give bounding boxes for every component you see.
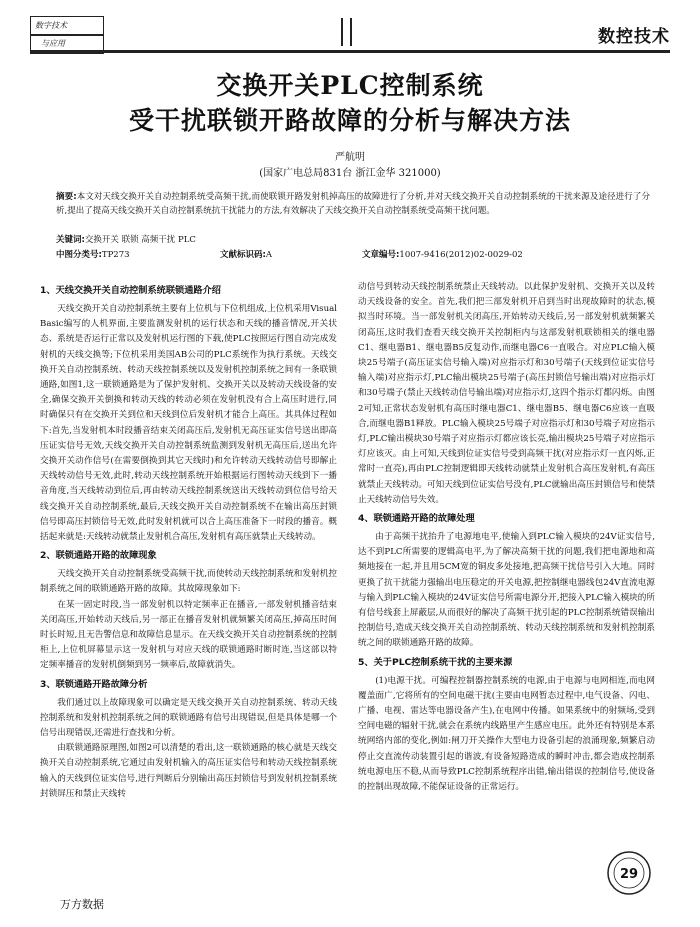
article-title-line2: 受干扰联锁开路故障的分析与解决方法: [128, 106, 571, 135]
paragraph: 由于高频干扰抬升了电源地电平,使输入到PLC输入模块的24V证实信号,达不到PLC所需要的逻辑高电平,为了解决高频干扰的问题,我们把电源地和高频地接在一起,并且用5CM宽的铜皮多处接地,把高频干扰信号引入大地。同时更换了抗干扰能力强输出电压稳定的开关电源,把控制继电器线包24V直流电源与输入到PLC输入模块的24V证实信号所需电源分开,把接入PLC输入模块的所有信号线套上屏蔽层,从而很好的解决了高频干扰引起的PLC控制系统错误输出控制信号,造成天线交换开关自动控制系统、转动天线控制系统和发射机控制系统之间的联锁通路开路的故障。: [358, 532, 655, 649]
keywords-label: 关键词:: [56, 235, 85, 245]
section-title: 数控技术: [598, 27, 670, 47]
abstract-text: 本文对天线交换开关自动控制系统受高频干扰,而使联锁开路发射机掉高压的故障进行了分析,并对天线交换开关自动控制系统的干扰来源及途径进行了分析,提出了提高天线交换开关自动控制系统抗干扰能力的方法,有效解决了天线交换开关自动控制系统受高频干扰问题。: [56, 192, 650, 216]
keywords: [56, 233, 196, 245]
header-decoration: [338, 18, 358, 46]
page-number-badge: [606, 850, 652, 896]
article-title-line1: 交换开关PLC控制系统: [216, 71, 484, 100]
document-code: 文献标识码:A: [220, 250, 273, 260]
paragraph: 由联锁通路原理图,如图2可以清楚的看出,这一联锁通路的核心就是天线交换开关自动控制系统,它通过由发射机输入的高压证实信号和转动天线控制系统输入的天线到位证实信号,进行判断后分别输出高压封锁信号到发射机控制系统封锁屏压和禁止天线转: [40, 743, 337, 799]
logo-line1: 数字技术: [35, 21, 67, 30]
heading-5: 5、关于PLC控制系统干扰的主要来源: [358, 656, 513, 668]
paragraph: 天线交换开关自动控制系统受高频干扰,而使转动天线控制系统和发射机控制系统之间的联锁通路开路的故障。其故障现象如下:: [40, 569, 337, 595]
clc-number: 中图分类号:TP273: [56, 250, 130, 260]
abstract: [56, 190, 650, 218]
paragraph: 天线交换开关自动控制系统主要有上位机与下位机组成,上位机采用Visual Basic编写的人机界面,主要监测发射机的运行状态和天线的播音情况,开关状态、系统是否运行正常以及发射机运行图的下载,使PLC按照运行图自动完成发射机的天线交换等;下位机采用美国AB公司的PLC系统作为执行系统。天线交换开关自动控制系统、转动天线控制系统以及发射机控制系统之间有一条联锁通路,如图1,这一联锁通路是为了保护发射机、交换开关以及转动天线设备的安全,确保交换开关倒换和转动天线的转动必须在发射机没有合上高压时进行,同时确保只有在交换开关到位和天线到位后发射机才能合上高压。其具体过程如下:首先,当发射机本时段播音结束关闭高压后,发射机无高压证实信号送出即高压证实信号无效,天线交换开关自动控制系统监测到发射机无高压后,送出允许交换开关动作信号(在需要倒换到其它天线时)和允许转动天线转动信号即解止天线转动信号无效,此时,转动天线控制系统开始根据运行图转动天线到下一播音角度,当天线转动到位后,再由转动天线控制系统送出天线转动到位信号给天线交换开关自动控制系统,最后,天线交换开关自动控制系统不在输出高压封锁信号即高压封锁信号无效,此时发射机就可以合上高压准备下一时段的播音。概括起来就是:天线转动就禁止发射机合高压,发射机有高压就禁止天线转动。: [40, 304, 337, 543]
left-column: [40, 280, 337, 802]
author-affiliation: (国家广电总局831台 浙江金华 321000): [259, 168, 441, 179]
paragraph: 我们通过以上故障现象可以确定是天线交换开关自动控制系统、转动天线控制系统和发射机控制系统之间的联锁通路有信号出现错误,但是具体是哪一个信号出现错误,还需进行查找和分析。: [40, 697, 337, 739]
heading-3: 3、联锁通路开路故障分析: [40, 678, 148, 690]
page-number: 29: [619, 867, 639, 882]
paragraph: 动信号到转动天线控制系统禁止天线转动。以此保护发射机、交换开关以及转动天线设备的安全。首先,我们把三部发射机开启到当时出现故障时的状态,模拟当时环境。当一部发射机关闭高压,开始转动天线后,另一部发射机就频繁关闭高压,这时我们查看天线交换开关控制柜内与这部发射机联锁相关的继电器C1、继电器B1、继电器B5反复动作,而继电器C6一直吸合。对应PLC输入模块25号端子(高压证实信号输入端)对应指示灯和30号端子(天线到位证实信号输入端)对应指示灯,PLC输出模块25号端子(高压封锁信号输出端)对应指示灯和30号端子(禁止天线转动信号输出端)对应指示灯,这四个指示灯都闪烁。由图2可知,正常状态发射机有高压时继电器C1、继电器B5、继电器C6应该一直吸合,而继电器B1释放。PLC输入模块25号端子对应指示灯和30号端子对应指示灯,PLC输出模块30号端子对应指示灯都应该长亮,输出模块25号端子对应指示灯应该灭。由上可知,天线到位证实信号受到高频干扰(对应指示灯一直闪烁,正常时一直亮),再由PLC控制逻辑即天线转动就禁止发射机合高压发射机,有高压就禁止天线转动。可知天线到位证实信号没有,PLC就输出高压封锁信号和使禁止天线转动信号失效。: [358, 282, 655, 505]
heading-4: 4、联锁通路开路的故障处理: [358, 513, 475, 525]
author-name: 严航明: [335, 152, 365, 163]
heading-1: 1、天线交换开关自动控制系统联锁通路介绍: [40, 285, 221, 296]
heading-2: 2、联锁通路开路的故障现象: [40, 550, 157, 562]
right-column: [358, 280, 655, 795]
journal-logo: [30, 16, 104, 54]
paragraph: 在某一固定时段,当一部发射机以特定频率正在播音,一部发射机播音结束关闭高压,开始转动天线后,另一部正在播音发射机就频繁关闭高压,掉高压时间时长时短,且无告警信息和故障信息显示。在天线交换开关自动控制系统的控制柜上,上位机屏幕显示这一发射机与对应天线的联锁通路时断时连,当这部以特定频率播音的发射机倒频到另一频率后,故障就消失。: [40, 599, 337, 671]
header-rule: [30, 50, 670, 53]
paragraph: (1)电源干扰。可编程控制器控制系统的电源,由于电源与电网相连,而电网覆盖面广,它将所有的空间电磁干扰(主要由电网暂态过程中,电气设备、闪电、广播、电视、雷达等电器设备产生),在电网中传播。如果系统中的射频场,受到空间电磁的辐射干扰,就会在系统内线路里产生感应电压。此外还有特别是本系统网络内部的变化,例如:闸刀开关操作大型电力设备引起的浪涌现象,频繁启动停止交直流传动装置引起的谐波,有设备短路造成的瞬时冲击,都会造成控制系统电源电压不稳,从而导致PLC控制系统程序出错,输出错误的控制信号,使设备的控制出现故障,不能保证设备的正常运行。: [358, 675, 655, 793]
keywords-text: 交换开关 联锁 高频干扰 PLC: [84, 235, 196, 245]
abstract-label: 摘要:: [56, 192, 77, 202]
logo-line2: 与应用: [41, 39, 65, 48]
article-number: 文章编号:1007-9416(2012)02-0029-02: [362, 250, 523, 260]
logo-divider: [31, 34, 103, 36]
footer-source: 万方数据: [60, 898, 104, 911]
